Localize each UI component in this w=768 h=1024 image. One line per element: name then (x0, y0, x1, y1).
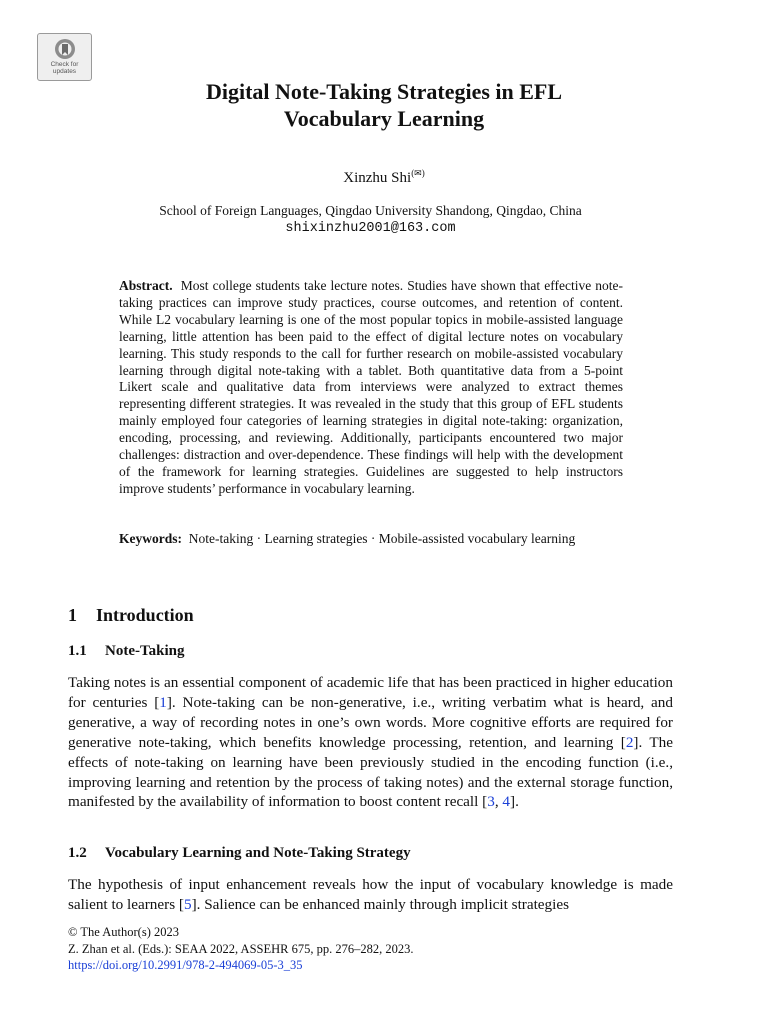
abstract-label: Abstract. (119, 278, 173, 293)
citation-link-5[interactable]: 5 (183, 895, 192, 913)
keywords-text: Note-taking · Learning strategies · Mobile-assisted vocabulary learning (188, 531, 576, 546)
para1-text-4: ]. (510, 793, 519, 811)
citation: Z. Zhan et al. (Eds.): SEAA 2022, ASSEHR 675, pp. 276–282, 2023. (68, 941, 414, 956)
section-title: Introduction (96, 605, 194, 625)
keywords (119, 530, 623, 547)
subsection-number: 1.2 (68, 845, 87, 861)
para2-text-2: ]. Salience can be enhanced mainly through implicit strategies (191, 895, 570, 913)
para1-text-2: ]. Note-taking can be non-generative, i.e., writing verbatim what is heard, and generative, a way of recording notes in one’s own words. More cognitive efforts are required for generative note-taking, which benefits knowledge processing, retention, and learning [ (68, 693, 673, 751)
citation-link-2[interactable]: 2 (625, 733, 634, 751)
keywords-label: Keywords: (119, 531, 182, 546)
subsection-title: Note-Taking (105, 643, 185, 659)
paragraph-note-taking (68, 673, 673, 812)
badge-line-1: Check for (50, 61, 79, 68)
title-line-2: Vocabulary Learning (283, 106, 485, 131)
para1-sep: , (494, 793, 503, 811)
copyright: © The Author(s) 2023 (68, 925, 179, 939)
footer (68, 924, 413, 974)
author-email[interactable]: shixinzhu2001@163.com (285, 221, 456, 236)
subsection-number: 1.1 (68, 643, 87, 659)
citation-link-4[interactable]: 4 (502, 793, 511, 811)
subsection-heading-vocabulary (68, 845, 411, 862)
affiliation: School of Foreign Languages, Qingdao University Shandong, Qingdao, China (159, 203, 582, 218)
subsection-title: Vocabulary Learning and Note-Taking Strategy (105, 845, 411, 861)
author-name: Xinzhu Shi (343, 170, 412, 186)
para1-text-3: ]. The effects of note-taking on learning have been previously studied in the encoding function (i.e., improving learning and retention by the process of taking notes) and the external storage function, manifested by the availability of information to boost content recall [ (68, 733, 673, 811)
bookmark-icon (54, 38, 76, 60)
badge-line-2: updates (52, 68, 77, 75)
para1-text-1: Taking notes is an essential component of academic life that has been practiced in higher education for centuries [ (68, 674, 673, 711)
check-for-updates-badge[interactable] (37, 33, 92, 81)
section-number: 1 (68, 605, 77, 625)
abstract-text: Most college students take lecture notes. Studies have shown that effective note-taking practices can improve study practices, course outcomes, and retention of content. While L2 vocabulary learning is one of the most popular topics in mobile-assisted language learning, little attention has been paid to the effect of digital lecture notes on vocabulary learning. This study responds to the call for further research on mobile-assisted vocabulary learning through digital note-taking with a tablet. Both quantitative data from a 5-point Likert scale and qualitative data from interviews were analyzed to extract themes representing different strategies. It was revealed in the study that this group of EFL students mainly employed four categories of learning strategies in digital note-taking: organization, encoding, processing, and reviewing. Additionally, participants encountered two major challenges: distraction and over-dependence. These findings will help with the development of the framework for learning strategies. Guidelines are suggested to help instructors improve students’ performance in vocabulary learning. (119, 278, 623, 496)
title-line-1: Digital Note-Taking Strategies in EFL (205, 79, 563, 104)
paper-title (0, 78, 768, 132)
subsection-heading-note-taking (68, 643, 184, 660)
badge-label (38, 61, 91, 75)
citation-link-3[interactable]: 3 (487, 793, 495, 811)
doi-link[interactable]: https://doi.org/10.2991/978-2-494069-05-3_35 (68, 958, 303, 972)
para2-text-1: The hypothesis of input enhancement reveals how the input of vocabulary knowledge is made salient to learners [ (68, 876, 673, 913)
abstract (119, 278, 623, 498)
envelope-icon[interactable]: (✉) (411, 168, 425, 178)
citation-link-1[interactable]: 1 (159, 693, 167, 711)
paragraph-vocabulary (68, 875, 673, 915)
section-heading-introduction (68, 605, 194, 626)
author (0, 168, 768, 187)
